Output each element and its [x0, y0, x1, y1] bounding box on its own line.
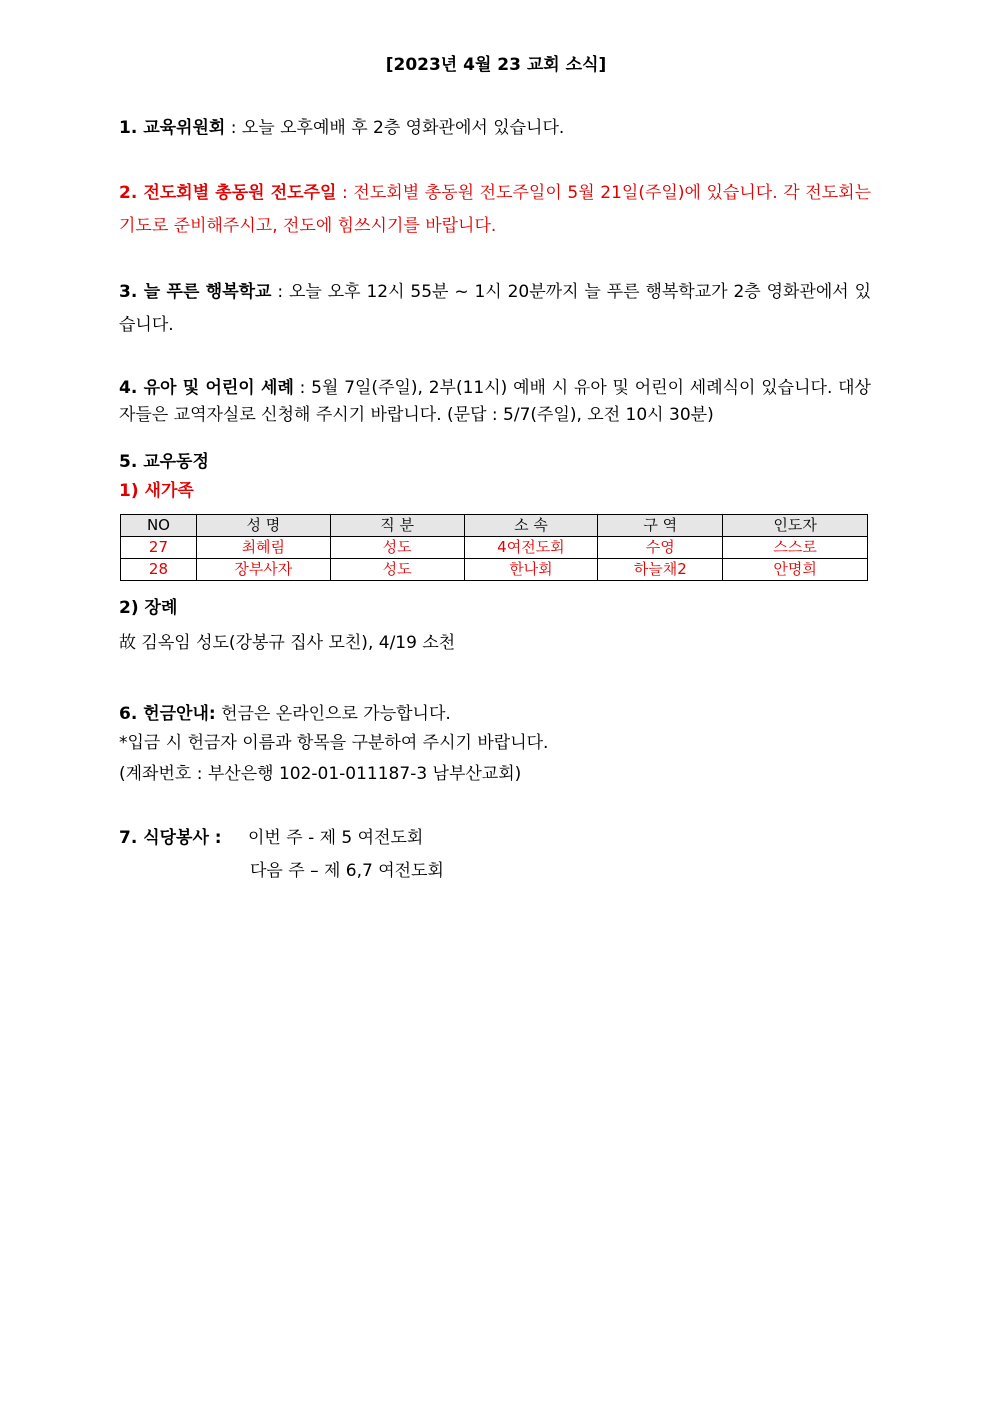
item-offering-head: 6. 헌금안내: — [119, 704, 216, 724]
offering-note: *입금 시 헌금자 이름과 항목을 구분하여 주시기 바랍니다. — [119, 733, 549, 753]
cell-position: 성도 — [330, 559, 464, 581]
new-family-table — [120, 514, 868, 581]
item-evangelism — [119, 177, 871, 243]
item-education — [119, 112, 871, 145]
item-evangelism-head: 2. 전도회별 총동원 전도주일 — [119, 183, 337, 203]
cell-district: 수영 — [598, 537, 723, 559]
item-school-sep: : — [271, 282, 289, 302]
col-header-district: 구 역 — [598, 515, 723, 537]
item-evangelism-body: 전도회별 총동원 전도주일이 5월 21일(주일)에 있습니다. 각 전도회는 기도로 준비해주시고, 전도에 힘쓰시기를 바랍니다. — [119, 183, 871, 236]
col-header-name: 성 명 — [196, 515, 330, 537]
item-offering — [119, 702, 451, 726]
table-header-row — [121, 515, 868, 537]
item-education-head: 1. 교육위원회 — [119, 118, 226, 138]
col-header-group: 소 속 — [464, 515, 598, 537]
cell-name: 최혜림 — [196, 537, 330, 559]
col-header-no: NO — [121, 515, 197, 537]
item-education-sep: : — [225, 118, 242, 138]
col-header-guide: 인도자 — [723, 515, 868, 537]
item-evangelism-sep: : — [336, 183, 354, 203]
funeral-text: 故 김옥임 성도(강봉규 집사 모친), 4/19 소천 — [119, 633, 456, 653]
item-members-head: 5. 교우동정 — [119, 452, 209, 472]
table-row — [121, 537, 868, 559]
item-school-body: 오늘 오후 12시 55분 ~ 1시 20분까지 늘 푸른 행복학교가 2층 영화관에서 있습니다. — [119, 282, 871, 335]
col-header-position: 직 분 — [330, 515, 464, 537]
cell-guide: 스스로 — [723, 537, 868, 559]
cell-guide: 안명희 — [723, 559, 868, 581]
offering-account: (계좌번호 : 부산은행 102-01-011187-3 남부산교회) — [119, 764, 522, 784]
cell-no: 28 — [121, 559, 197, 581]
kitchen-next-week: 다음 주 – 제 6,7 여전도회 — [250, 861, 444, 881]
table-row — [121, 559, 868, 581]
cell-group: 4여전도회 — [464, 537, 598, 559]
item-baptism-sep: : — [293, 378, 312, 398]
cell-no: 27 — [121, 537, 197, 559]
kitchen-this-week: 이번 주 - 제 5 여전도회 — [248, 828, 424, 848]
item-offering-body: 헌금은 온라인으로 가능합니다. — [215, 704, 451, 724]
page-title: [2023년 4월 23 교회 소식] — [385, 55, 607, 75]
item-education-body: 오늘 오후예배 후 2층 영화관에서 있습니다. — [241, 118, 565, 138]
funeral-label: 2) 장례 — [119, 598, 178, 618]
cell-position: 성도 — [330, 537, 464, 559]
item-school-head: 3. 늘 푸른 행복학교 — [119, 282, 272, 302]
item-school — [119, 276, 871, 342]
cell-district: 하늘채2 — [598, 559, 723, 581]
item-kitchen-head: 7. 식당봉사 : — [119, 828, 222, 848]
item-baptism-head: 4. 유아 및 어린이 세례 — [119, 378, 294, 398]
cell-name: 장부사자 — [196, 559, 330, 581]
item-baptism — [119, 375, 871, 429]
new-family-label: 1) 새가족 — [119, 481, 194, 501]
item-baptism-body: 5월 7일(주일), 2부(11시) 예배 시 유아 및 어린이 세례식이 있습니다. 대상자들은 교역자실로 신청해 주시기 바랍니다. (문답 : 5/7(주일), 오전 10시 30분) — [119, 378, 871, 425]
cell-group: 한나회 — [464, 559, 598, 581]
